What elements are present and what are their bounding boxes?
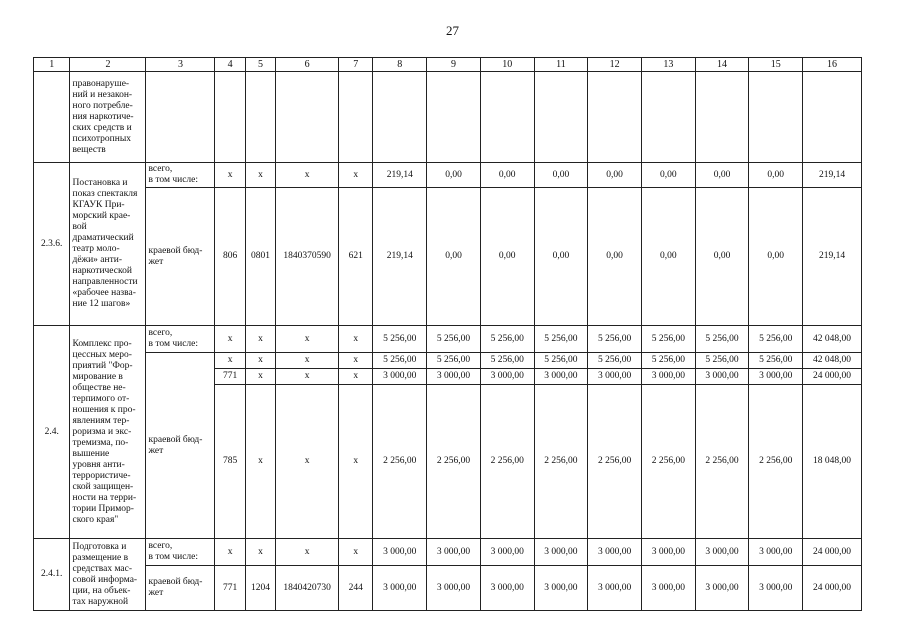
value-cell: 3 000,00 [534, 566, 588, 611]
measure-name: правонаруше- ний и незакон- ного потребле- ния наркотиче- ских средств и психотропных веществ [70, 72, 146, 163]
total-cell: 24 000,00 [803, 369, 862, 385]
total-cell: 18 048,00 [803, 385, 862, 539]
value-cell: 2 256,00 [427, 385, 481, 539]
table-row [34, 72, 862, 163]
value-cell: 3 000,00 [427, 539, 481, 566]
empty-cell [588, 72, 642, 163]
value-cell: 3 000,00 [534, 539, 588, 566]
value-cell: 0,00 [427, 188, 481, 326]
value-cell: 3 000,00 [749, 566, 803, 611]
value-cell: 0,00 [749, 188, 803, 326]
value-cell: 0,00 [480, 188, 534, 326]
column-header: 7 [339, 58, 373, 72]
code-cell: x [276, 385, 339, 539]
code-cell: 621 [339, 188, 373, 326]
code-cell: x [339, 353, 373, 369]
value-cell: 0,00 [480, 163, 534, 188]
value-cell: 0,00 [695, 188, 749, 326]
code-cell: 771 [215, 566, 245, 611]
code-cell: x [339, 539, 373, 566]
code-cell: x [215, 163, 245, 188]
code-cell: x [276, 163, 339, 188]
value-cell: 3 000,00 [749, 369, 803, 385]
value-cell: 0,00 [588, 188, 642, 326]
value-cell: 3 000,00 [373, 539, 427, 566]
column-header: 16 [803, 58, 862, 72]
column-header: 1 [34, 58, 70, 72]
code-cell: x [215, 326, 245, 353]
table-row [34, 566, 862, 611]
value-cell: 2 256,00 [373, 385, 427, 539]
empty-cell [641, 72, 695, 163]
value-cell: 5 256,00 [749, 326, 803, 353]
code-cell: x [339, 369, 373, 385]
table-row [34, 353, 862, 369]
code-cell: x [245, 539, 275, 566]
value-cell: 0,00 [641, 188, 695, 326]
code-cell: 771 [215, 369, 245, 385]
value-cell: 3 000,00 [480, 566, 534, 611]
column-header: 4 [215, 58, 245, 72]
empty-cell [480, 72, 534, 163]
funding-source: краевой бюд- жет [146, 566, 215, 611]
value-cell: 3 000,00 [641, 369, 695, 385]
column-header: 9 [427, 58, 481, 72]
value-cell: 3 000,00 [641, 539, 695, 566]
code-cell: 806 [215, 188, 245, 326]
value-cell: 0,00 [534, 188, 588, 326]
total-cell: 42 048,00 [803, 326, 862, 353]
value-cell: 5 256,00 [534, 326, 588, 353]
value-cell: 3 000,00 [534, 369, 588, 385]
empty-cell [695, 72, 749, 163]
value-cell: 3 000,00 [427, 566, 481, 611]
empty-cell [534, 72, 588, 163]
column-header: 6 [276, 58, 339, 72]
measure-name: Подготовка и размещение в средствах мас- совой информа- ции, на объек- тах наружной [70, 539, 146, 611]
value-cell: 5 256,00 [480, 326, 534, 353]
value-cell: 2 256,00 [749, 385, 803, 539]
code-cell: x [339, 163, 373, 188]
value-cell: 0,00 [427, 163, 481, 188]
row-id: 2.4. [34, 326, 70, 539]
measure-name: Комплекс про- цессных меро- приятий "Фор- мирование в обществе не- терпимого от- ношения к про- явлениям тер- роризма и экс- тремизма, по- вышение уровня анти- террористиче- ской защищен- ности на терри- тории Примор- ского края" [70, 326, 146, 539]
budget-table [33, 57, 862, 611]
value-cell: 0,00 [749, 163, 803, 188]
value-cell: 5 256,00 [695, 326, 749, 353]
empty-cell [803, 72, 862, 163]
header-row [34, 58, 862, 72]
value-cell: 0,00 [588, 163, 642, 188]
value-cell: 5 256,00 [588, 326, 642, 353]
value-cell: 3 000,00 [695, 369, 749, 385]
funding-source: краевой бюд- жет [146, 188, 215, 326]
table-row [34, 539, 862, 566]
table-row [34, 326, 862, 353]
code-cell: x [245, 353, 275, 369]
value-cell: 3 000,00 [749, 539, 803, 566]
value-cell: 5 256,00 [480, 353, 534, 369]
code-cell: x [276, 353, 339, 369]
code-cell: x [276, 369, 339, 385]
value-cell: 5 256,00 [749, 353, 803, 369]
table-row [34, 163, 862, 188]
value-cell: 5 256,00 [534, 353, 588, 369]
code-cell: x [215, 539, 245, 566]
empty-cell [427, 72, 481, 163]
code-cell: x [276, 539, 339, 566]
empty-cell [215, 72, 245, 163]
value-cell: 5 256,00 [641, 353, 695, 369]
value-cell: 3 000,00 [588, 369, 642, 385]
code-cell: x [339, 326, 373, 353]
code-cell: 1840370590 [276, 188, 339, 326]
column-header: 3 [146, 58, 215, 72]
value-cell: 5 256,00 [427, 353, 481, 369]
code-cell: x [245, 163, 275, 188]
value-cell: 2 256,00 [695, 385, 749, 539]
value-cell: 3 000,00 [641, 566, 695, 611]
code-cell: 1204 [245, 566, 275, 611]
code-cell: x [245, 369, 275, 385]
value-cell: 3 000,00 [588, 566, 642, 611]
value-cell: 2 256,00 [534, 385, 588, 539]
value-cell: 3 000,00 [695, 539, 749, 566]
empty-cell [749, 72, 803, 163]
total-cell: 24 000,00 [803, 539, 862, 566]
column-header: 11 [534, 58, 588, 72]
value-cell: 3 000,00 [480, 539, 534, 566]
code-cell: 1840420730 [276, 566, 339, 611]
row-id: 2.3.6. [34, 163, 70, 326]
row-id [34, 72, 70, 163]
total-cell: 219,14 [803, 163, 862, 188]
value-cell: 3 000,00 [373, 369, 427, 385]
value-cell: 5 256,00 [427, 326, 481, 353]
value-cell: 219,14 [373, 188, 427, 326]
total-cell: 42 048,00 [803, 353, 862, 369]
column-header: 13 [641, 58, 695, 72]
code-cell: 785 [215, 385, 245, 539]
funding-source: всего, в том числе: [146, 539, 215, 566]
table-row [34, 188, 862, 326]
value-cell: 219,14 [373, 163, 427, 188]
empty-cell [245, 72, 275, 163]
code-cell: x [339, 385, 373, 539]
value-cell: 2 256,00 [588, 385, 642, 539]
value-cell: 3 000,00 [373, 566, 427, 611]
code-cell: x [245, 326, 275, 353]
value-cell: 2 256,00 [641, 385, 695, 539]
funding-source: краевой бюд- жет [146, 353, 215, 539]
value-cell: 3 000,00 [427, 369, 481, 385]
value-cell: 3 000,00 [695, 566, 749, 611]
empty-cell [146, 72, 215, 163]
code-cell: 0801 [245, 188, 275, 326]
value-cell: 3 000,00 [480, 369, 534, 385]
empty-cell [339, 72, 373, 163]
value-cell: 0,00 [641, 163, 695, 188]
empty-cell [276, 72, 339, 163]
total-cell: 219,14 [803, 188, 862, 326]
column-header: 15 [749, 58, 803, 72]
column-header: 8 [373, 58, 427, 72]
code-cell: x [276, 326, 339, 353]
column-header: 14 [695, 58, 749, 72]
value-cell: 5 256,00 [373, 326, 427, 353]
funding-source: всего, в том числе: [146, 163, 215, 188]
value-cell: 0,00 [534, 163, 588, 188]
measure-name: Постановка и показ спектакля КГАУК При- морский крае- вой драматический театр моло- дёжи» анти- наркотической направленности «рабочее назва- ние 12 шагов» [70, 163, 146, 326]
code-cell: x [215, 353, 245, 369]
total-cell: 24 000,00 [803, 566, 862, 611]
column-header: 12 [588, 58, 642, 72]
code-cell: 244 [339, 566, 373, 611]
value-cell: 0,00 [695, 163, 749, 188]
column-header: 2 [70, 58, 146, 72]
code-cell: x [245, 385, 275, 539]
value-cell: 5 256,00 [588, 353, 642, 369]
value-cell: 5 256,00 [641, 326, 695, 353]
empty-cell [373, 72, 427, 163]
value-cell: 3 000,00 [588, 539, 642, 566]
funding-source: всего, в том числе: [146, 326, 215, 353]
column-header: 5 [245, 58, 275, 72]
page-number: 27 [446, 23, 459, 38]
row-id: 2.4.1. [34, 539, 70, 611]
value-cell: 2 256,00 [480, 385, 534, 539]
value-cell: 5 256,00 [695, 353, 749, 369]
value-cell: 5 256,00 [373, 353, 427, 369]
column-header: 10 [480, 58, 534, 72]
